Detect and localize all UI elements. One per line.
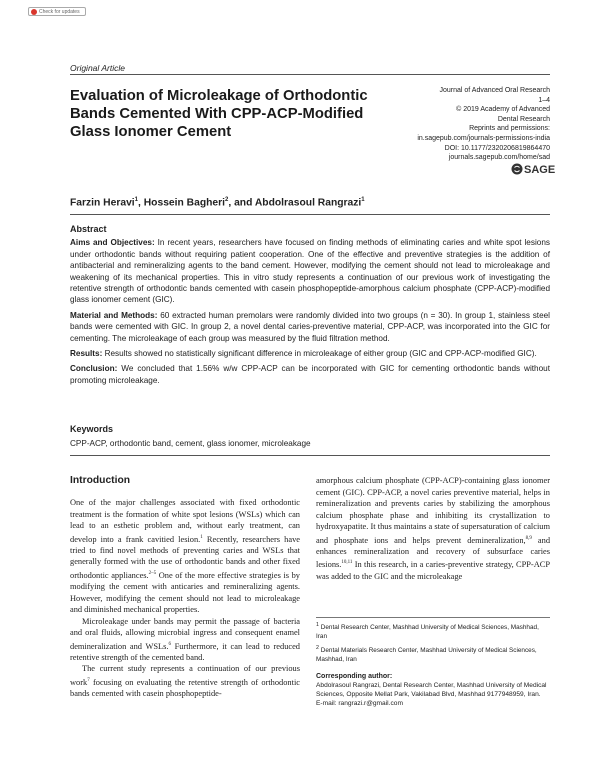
badge-label: Check for updates (39, 9, 80, 15)
footnote-divider (316, 617, 550, 618)
intro-text: One of the more effective strategies is by modifying the cement with anticaries and remineralizing agents. However, modifying the cement should not lead to microleakage and diminished mechanical properties. (70, 570, 300, 615)
citation-ref[interactable]: 8,9 (525, 535, 532, 541)
abstract-results-text: Results showed no statistically significant difference in microleakage of either group (GIC and CPP-ACP-modified GIC). (102, 349, 537, 359)
journal-pages: 1–4 (538, 96, 550, 104)
check-for-updates-badge[interactable] (28, 7, 86, 16)
sage-logo-mark (512, 164, 523, 175)
intro-text: Recently, researchers have tried to find novel methods of preventing caries and WSLs that generally formed with the use of orthodontic bands and other fixed orthodontic appliances. (70, 534, 300, 580)
affiliation-text: Dental Research Center, Mashhad University of Medical Sciences, Mashhad, Iran (316, 624, 539, 640)
affiliation-mark: 2 (316, 645, 319, 652)
affiliation-2 (316, 644, 550, 664)
author-affiliation-mark: 1 (134, 197, 139, 203)
intro-text: amorphous calcium phosphate (CPP-ACP)-containing glass ionomer cement (GIC). CPP-ACP, a novel caries preventive material, helps in remineralization and prevents caries by stabilizing the amorphous calcium phosphate phase and inhibiting its crystallization to hydroxyapatite. It thus maintains a state of supersaturation of calcium and phosphate ions and helps prevent demineralization, (316, 476, 550, 545)
corresponding-email[interactable]: E-mail: rangrazi.r@gmail.com (316, 700, 403, 707)
sage-logo (511, 162, 559, 176)
author-affiliation-mark: 1 (361, 197, 365, 203)
affiliations (316, 621, 550, 668)
intro-text: and enhances remineralization and recovery of subsurface caries lesions. (316, 535, 551, 570)
journal-info (350, 86, 550, 163)
intro-text: In this research, in a caries-preventive strategy, CPP-ACP was added to the GIC and the microleakage (316, 560, 550, 581)
article-title: Evaluation of Microleakage of Orthodontic Bands Cemented With CPP-ACP-Modified Glass Ionomer Cement (70, 88, 368, 140)
affiliation-mark: 1 (316, 622, 319, 628)
abstract-results (70, 348, 550, 359)
authors-divider (70, 214, 550, 215)
journal-copyright: © 2019 Academy of Advanced (456, 106, 550, 114)
citation-ref[interactable]: 7 (87, 677, 90, 683)
abstract-results-label: Results: (70, 349, 103, 359)
author-name: Abdolrasoul Rangrazi (254, 197, 362, 209)
corresponding-author (316, 672, 550, 708)
abstract-methods-label: Material and Methods: (70, 310, 158, 320)
abstract-aims-text: In recent years, researchers have focused on finding methods of eliminating caries and white spot lesions under orthodontic bands without requiring patient cooperation. One of the effective and preventive strategies is the addition of antibacterial and remineralizing agents to the band cement. However, modifying the cement should not lead to microleakage and weakening of its mechanical properties. This in vitro study represents a continuation of our previous work of investigating the retentive strength of orthodontic bands cemented with casein phosphopeptide-amorphous calcium phosphate (CPP-ACP)-modified glass ionomer cement (GIC). (70, 238, 550, 305)
author-affiliation-mark: 2 (225, 197, 229, 203)
intro-text: One of the major challenges associated with fixed orthodontic treatment is the formation of white spot lesions (WSLs) which can lead to an esthetic problem and, without early treatment, can develop into a frank cavitied lesion. (70, 498, 300, 544)
keywords-heading: Keywords (70, 424, 114, 434)
abstract-conclusion-label: Conclusion: (70, 364, 118, 374)
intro-text: Furthermore, it can lead to reduced retentive strength of the cemented band. (70, 641, 300, 662)
abstract-conclusion (70, 363, 550, 386)
author-list: Farzin Heravi$^1$, Hossein Bagheri$^2$, and Abdolrasoul Rangrazi$^1$ (70, 197, 365, 209)
citation-ref[interactable]: 6 (168, 641, 172, 647)
sage-logo-text: SAGE (524, 164, 556, 176)
intro-text: The current study represents a continuation of our previous work (70, 664, 300, 687)
header-divider (70, 74, 550, 75)
intro-paragraph-1 (70, 497, 300, 616)
abstract-conclusion-text: We concluded that 1.56% w/w CPP-ACP can be incorporated with GIC for cementing orthodontic bands without promoting microleakage. (70, 364, 550, 385)
body-column-left (70, 497, 300, 700)
journal-url[interactable]: journals.sagepub.com/home/sad (448, 154, 550, 162)
citation-ref[interactable]: 10,11 (341, 560, 353, 566)
intro-text: Microleakage under bands may permit the passage of bacteria and oral fluids, allowing microbial ingress and consequent enamel demineralization and WSLs. (70, 616, 300, 651)
citation-ref[interactable]: 2–5 (148, 570, 157, 576)
body-column-right (316, 475, 550, 582)
abstract-aims-label: Aims and Objectives: (70, 238, 155, 248)
citation-ref[interactable]: 1 (200, 534, 203, 540)
abstract-heading: Abstract (70, 224, 107, 234)
abstract-methods-text: 60 extracted human premolars were randomly divided into two groups (n = 30). In group 1, stainless steel bands were cemented with GIC. In group 2, a novel dental caries-preventive material, CPP-ACP, was incorporated into the GIC for cementing. The microleakage of each group was measured by the fluid filtration method. (70, 310, 551, 343)
author-name: Hossein Bagheri (143, 197, 226, 209)
article-type: Original Article (70, 63, 125, 73)
journal-reprints-url[interactable]: in.sagepub.com/journals-permissions-india (417, 134, 550, 142)
abstract-section (70, 224, 550, 390)
corresponding-heading: Corresponding author: (316, 673, 393, 680)
corresponding-address: Abdolrasoul Rangrazi, Dental Research Center, Mashhad University of Medical Sciences, Opposite Mellat Park, Vakilabad Blvd, Mashhad 9177948959, Iran. (316, 682, 547, 698)
intro-text: focusing on evaluating the retentive strength of orthodontic bands cemented with casein phosphopeptide- (70, 677, 300, 699)
update-icon (31, 9, 37, 15)
journal-name: Journal of Advanced Oral Research (439, 87, 550, 94)
keywords-text: CPP-ACP, orthodontic band, cement, glass ionomer, microleakage (70, 439, 311, 448)
journal-reprints: Reprints and permissions: (469, 125, 550, 133)
introduction-heading: Introduction (70, 475, 131, 486)
affiliation-1 (316, 621, 550, 641)
affiliation-text: Dental Materials Research Center, Mashhad University of Medical Sciences, Mashhad, Iran (316, 647, 537, 664)
abstract-aims (70, 237, 550, 305)
journal-doi[interactable]: DOI: 10.1177/2320206819864470 (444, 144, 550, 152)
intro-paragraph-2 (70, 616, 300, 664)
journal-copyright-2: Dental Research (497, 115, 550, 123)
abstract-methods (70, 310, 550, 344)
intro-paragraph-3 (70, 663, 300, 699)
author-name: Farzin Heravi (70, 197, 135, 209)
keywords-section (70, 424, 550, 448)
keywords-divider (70, 455, 550, 456)
